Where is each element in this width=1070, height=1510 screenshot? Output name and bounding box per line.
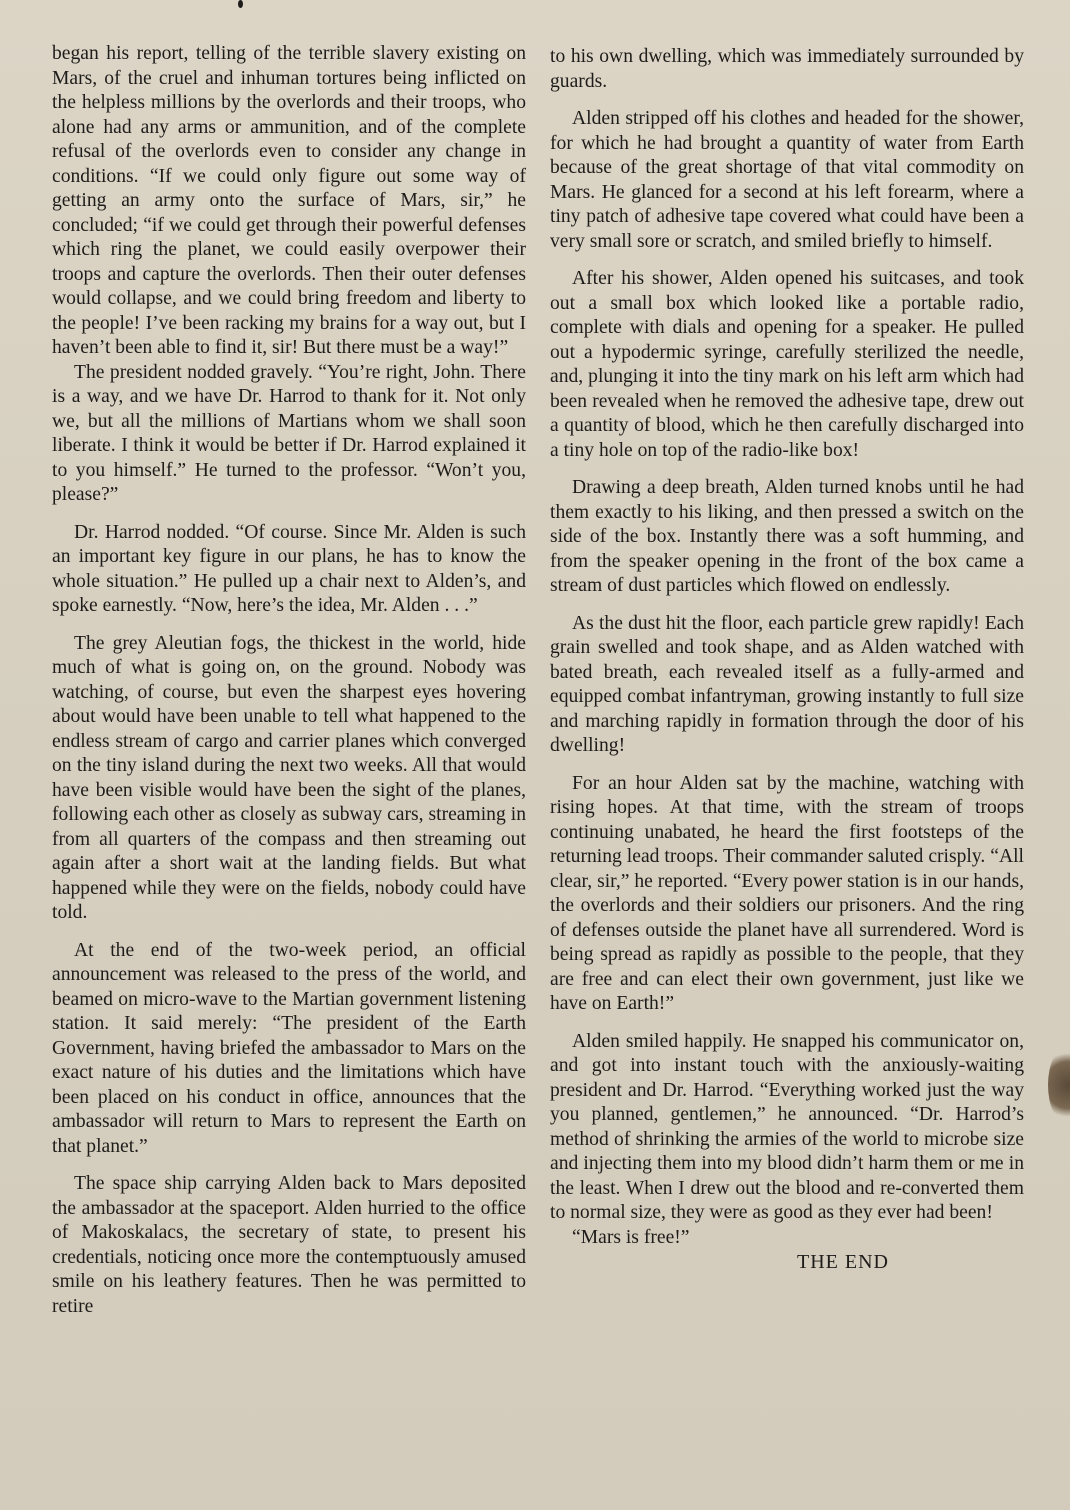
paragraph: Drawing a deep breath, Alden turned knobs until he had them exactly to his liking, and then pressed a switch on the side of the box. Instantly there was a soft humming, and from the speaker opening in the front of the box came a stream of dust particles which flowed on endlessly. [550,477,1024,596]
page-stain [1048,1048,1070,1122]
paragraph: Dr. Harrod nodded. “Of course. Since Mr. Alden is such an important key figure in our plans, he has to know the whole situation.” He pulled up a chair next to Alden’s, and spoke earnestly. “Now, here’s the idea, Mr. Alden . . .” [52,521,526,616]
paragraph: After his shower, Alden opened his suitcases, and took out a small box which looked like a portable radio, complete with dials and opening for a speaker. He pulled out a hypodermic syringe, carefully sterilized the needle, and, plunging it into the tiny mark on his left arm which had been revealed when he removed the adhesive tape, drew out a quantity of blood, which he then carefully discharged into a tiny hole on top of the radio-like box! [550,268,1024,461]
paragraph: For an hour Alden sat by the machine, watching with rising hopes. At that time, with the stream of troops continuing unabated, he heard the first footsteps of the returning lead troops. Their commander saluted crisply. “All clear, sir,” he reported. “Every power station is in our hands, the overlords and their soldiers our prisoners. And the ring of defenses outside the planet have all surrendered. Word is being spread as rapidly as possible to the people, that they are free and can elect their own government, just like we have on Earth!” [550,772,1024,1014]
paragraph: to his own dwelling, which was immediately surrounded by guards. [550,46,1024,92]
paragraph: As the dust hit the floor, each particle grew rapidly! Each grain swelled and took shape, and as Alden watched with bated breath, each revealed itself as a fully-armed and equipped combat infantryman, growing instantly to full size and marching rapidly in formation through the door of his dwelling! [550,612,1024,756]
paragraph: At the end of the two-week period, an official announcement was released to the press of the world, and beamed on micro-wave to the Martian government listening station. It said merely: “The president of the Earth Government, having briefed the ambassador to Mars on the exact nature of his duties and the limitations which have been placed on his conduct in office, announces that the ambassador will return to Mars to represent the Earth on that planet.” [52,939,526,1157]
right-column [550,45,1024,1275]
paragraph: The grey Aleutian fogs, the thickest in the world, hide much of what is going on, on the ground. Nobody was watching, of course, but even the sharpest eyes hovering about would have been unable to tell what happened to the endless stream of cargo and carrier planes which converged on the tiny island during the next two weeks. All that would have been visible would have been the sight of the planes, following each other as closely as subway cars, streaming in from all quarters of the compass and then streaming out again after a short wait at the landing fields. But what happened while they were on the fields, nobody could have told. [52,632,526,923]
paragraph: began his report, telling of the terrible slavery existing on Mars, of the cruel and inhuman tortures being inflicted on the helpless millions by the overlords and their troops, who alone had any arms or ammunition, and of the complete refusal of the overlords even to consider any change in conditions. “If we could only figure out some way of getting an army onto the surface of Mars, sir,” he concluded; “if we could get through their powerful defenses which ring the planet, we could easily overpower their troops and capture the overlords. Then their outer defenses would collapse, and we could bring freedom and liberty to the people! I’ve been racking my brains for a way out, but I haven’t been able to find it, sir! But there must be a way!” [52,43,526,358]
paragraph: Alden stripped off his clothes and headed for the shower, for which he had brought a quantity of water from Earth because of the great shortage of that vital commodity on Mars. He glanced for a second at his left forearm, where a tiny patch of adhesive tape covered what could have been a very small sore or scratch, and smiled briefly to himself. [550,108,1024,252]
left-column [52,42,526,1319]
paragraph: The president nodded gravely. “You’re right, John. There is a way, and we have Dr. Harrod to thank for it. Not only we, but all the millions of Martians whom we shall soon liberate. I think it would be better if Dr. Harrod explained it to you himself.” He turned to the professor. “Won’t you, please?” [52,361,526,505]
ink-speck [238,0,243,8]
paragraph: Alden smiled happily. He snapped his communicator on, and got into instant touch with the anxiously-waiting president and Dr. Harrod. “Everything worked just the way you planned, gentlemen,” he announced. “Dr. Harrod’s method of shrinking the armies of the world to microbe size and injecting them into my blood didn’t harm them or me in the least. When I drew out the blood and re-converted them to normal size, they were as good as they ever had been! [550,1030,1024,1223]
the-end-label: THE END [797,1251,889,1273]
paragraph: The space ship carrying Alden back to Mars deposited the ambassador at the spaceport. Alden hurried to the office of Makoskalacs, the secretary of state, to present his credentials, noticing once more the contemptuously amused smile on his leathery features. Then he was permitted to retire [52,1173,526,1317]
paragraph: “Mars is free!” [572,1226,690,1248]
